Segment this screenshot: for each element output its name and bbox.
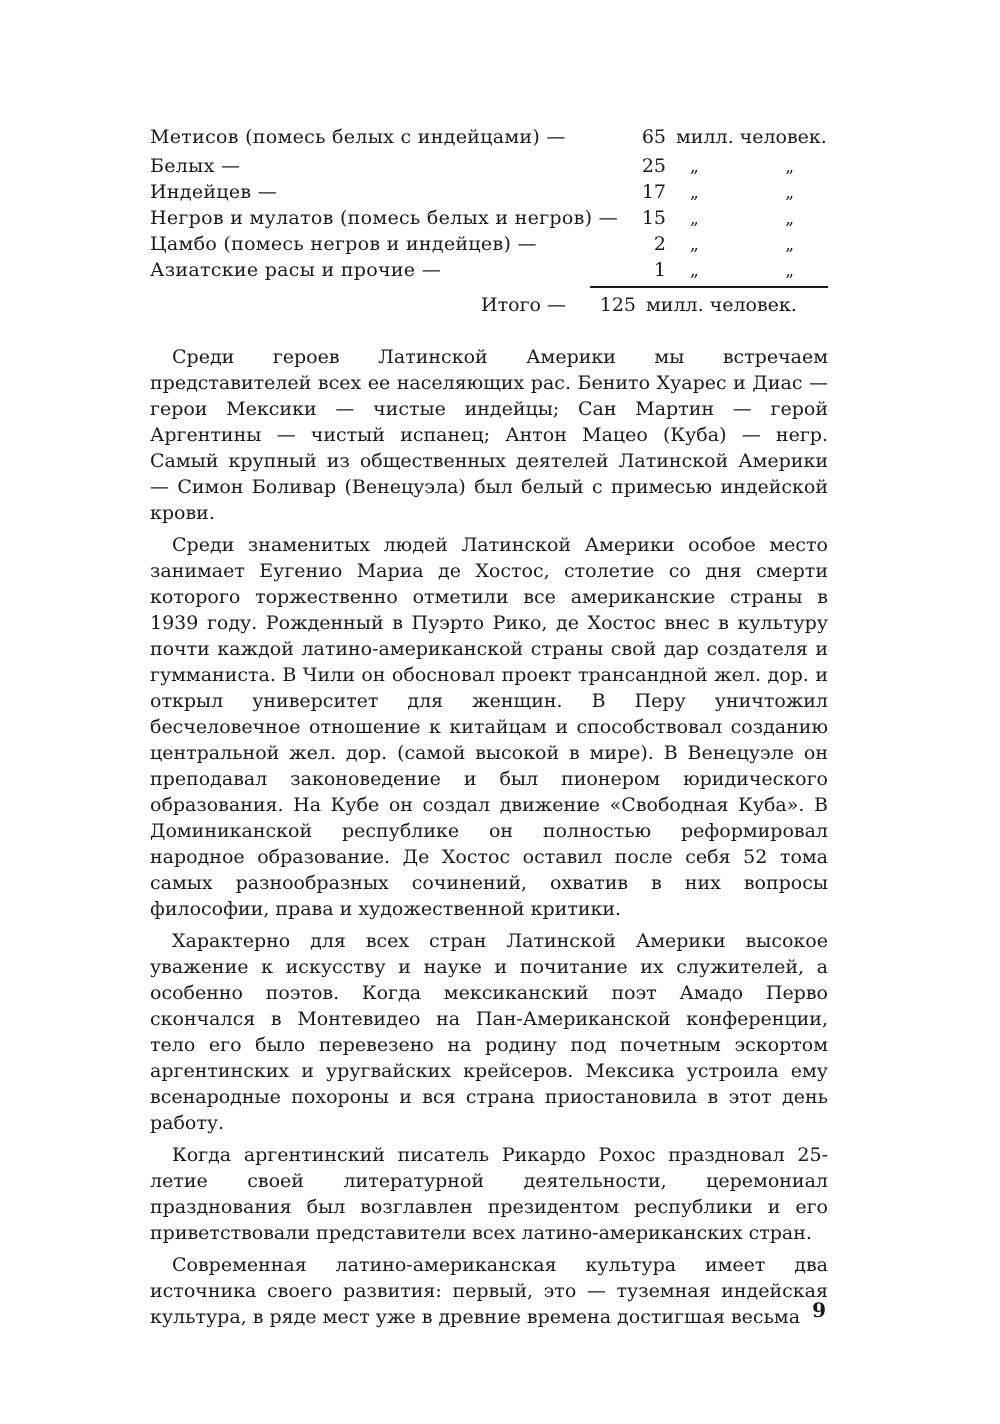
ditto-mark: „: [690, 157, 699, 177]
ditto-mark: „: [690, 261, 699, 281]
paragraph: Современная латино-американская культура имеет два источника своего развития: первый, это — туземная индейская культура, в ряде мест уже в древние времена достигшая весьма: [150, 1254, 828, 1328]
row-label: Негров и мулатов (помесь белых и негров) —: [150, 207, 618, 229]
table-row: [150, 202, 828, 228]
population-table: [150, 124, 828, 318]
row-number: 1: [653, 259, 666, 281]
paragraph: Когда аргентинский писатель Рикардо Рохос праздновал 25-летие своей литературной деятельности, церемониал празднования был возглавлен президентом республики и его приветствовали представители всех латино-американских стран.: [150, 1144, 828, 1244]
row-number: 25: [641, 155, 666, 177]
ditto-mark: „: [690, 235, 699, 255]
total-number: 125: [599, 294, 636, 316]
ditto-marks: [666, 254, 828, 284]
table-row: [150, 124, 828, 150]
page-body: [150, 124, 828, 1330]
paragraph: Среди героев Латинской Америки мы встречаем представителей всех ее населяющих рас. Бенито Хуарес и Диас — герои Мексики — чистые индейцы; Сан Мартин — герой Аргентины — чистый испанец; Антон Мацео (Куба) — негр. Самый крупный из общественных деятелей Латинской Америки — Симон Боливар (Венецуэла) был белый с примесью индейской крови.: [150, 346, 828, 524]
row-label: Цамбо (помесь негров и индейцев) —: [150, 233, 537, 255]
row-number: 17: [641, 181, 666, 203]
table-row: [150, 228, 828, 254]
ditto-mark: „: [785, 183, 794, 203]
ditto-mark: „: [785, 261, 794, 281]
table-row: [150, 176, 828, 202]
total-row: [150, 292, 828, 318]
row-label: Метисов (помесь белых с индейцами) —: [150, 126, 566, 148]
page-number: 9: [812, 1298, 826, 1322]
ditto-mark: „: [785, 157, 794, 177]
total-unit: милл. человек.: [646, 294, 797, 316]
table-row: [150, 150, 828, 176]
row-number: 65: [641, 126, 666, 148]
row-label: Белых —: [150, 155, 241, 177]
total-divider: [590, 286, 828, 288]
row-label: Азиатские расы и прочие —: [150, 259, 441, 281]
ditto-mark: „: [690, 209, 699, 229]
table-row: [150, 254, 828, 280]
paragraph: Среди знаменитых людей Латинской Америки особое место занимает Еугенио Мариа де Хостос, столетие со дня смерти которого торжественно отметили все американские страны в 1939 году. Рожденный в Пуэрто Рико, де Хостос внес в культуру почти каждой латино-американской страны свой дар создателя и гумманиста. В Чили он обосновал проект трансандной жел. дор. и открыл университет для женщин. В Перу уничтожил бесчеловечное отношение к китайцам и способствовал созданию центральной жел. дор. (самой высокой в мире). В Венецуэле он преподавал законоведение и был пионером юридического образования. На Кубе он создал движение «Свободная Куба». В Доминиканской республике он полностью реформировал народное образование. Де Хостос оставил после себя 52 тома самых разнообразных сочинений, охватив в них вопросы философии, права и художественной критики.: [150, 534, 828, 920]
row-number: 2: [653, 233, 666, 255]
total-label: Итого —: [481, 294, 566, 316]
ditto-mark: „: [785, 235, 794, 255]
row-number: 15: [641, 207, 666, 229]
row-label: Индейцев —: [150, 181, 278, 203]
row-unit: милл. человек.: [676, 126, 827, 148]
ditto-mark: „: [785, 209, 794, 229]
ditto-mark: „: [690, 183, 699, 203]
paragraph: Характерно для всех стран Латинской Америки высокое уважение к искусству и науке и почитание их служителей, а особенно поэтов. Когда мексиканский поэт Амадо Перво скончался в Монтевидео на Пан-Американской конференции, тело его было перевезено на родину под почетным эскортом аргентинских и уругвайских крейсеров. Мексика устроила ему всенародные похороны и вся страна приостановила в этот день работу.: [150, 930, 828, 1134]
